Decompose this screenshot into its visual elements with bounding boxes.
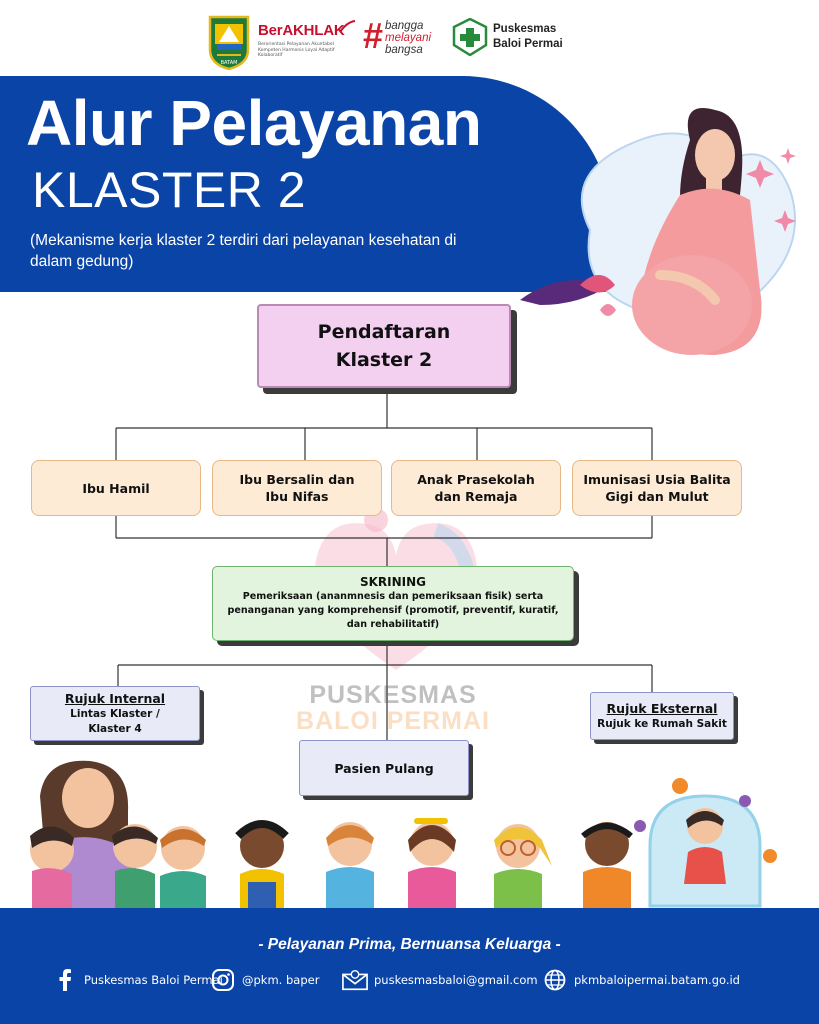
header-logos xyxy=(0,12,819,72)
category-node-children xyxy=(391,460,561,516)
category-node-immunization xyxy=(572,460,742,516)
bangga-word-2: melayani xyxy=(385,32,432,44)
instagram-label: @pkm. baper xyxy=(242,973,320,987)
hashtag-icon: # xyxy=(363,15,384,56)
category-label: Ibu Nifas xyxy=(265,489,329,504)
category-node-pregnant xyxy=(31,460,201,516)
instagram-link[interactable] xyxy=(210,966,319,994)
category-label: Anak Prasekolah xyxy=(417,472,535,487)
patient-discharge-label: Pasien Pulang xyxy=(334,760,434,776)
globe-icon xyxy=(542,967,568,993)
registration-line-1: Pendaftaran xyxy=(317,321,451,343)
puskesmas-line-2: Baloi Permai xyxy=(493,38,563,50)
berakhlak-logo xyxy=(258,20,358,64)
health-cross-icon xyxy=(452,18,488,56)
category-label: Gigi dan Mulut xyxy=(605,489,709,504)
watermark-line-1: PUSKESMAS xyxy=(309,681,477,709)
instagram-icon xyxy=(210,967,236,993)
facebook-icon xyxy=(52,967,78,993)
category-label: Imunisasi Usia Balita xyxy=(583,472,731,487)
watermark-line-2: BALOI PERMAI xyxy=(296,707,490,735)
registration-line-2: Klaster 2 xyxy=(335,349,433,371)
berakhlak-swoosh-icon xyxy=(338,20,356,34)
puskesmas-logo xyxy=(452,18,582,64)
category-label: Ibu Bersalin dan xyxy=(239,472,355,487)
registration-node xyxy=(257,304,511,388)
svg-text:BATAM: BATAM xyxy=(220,60,238,66)
external-referral-node xyxy=(590,692,734,740)
screening-description: Pemeriksaan (ananmnesis dan pemeriksaan fisik) serta penanganan yang komprehensif (promotif, preventif, kuratif, dan rehabilitatif) xyxy=(227,591,559,630)
website-label: pkmbaloipermai.batam.go.id xyxy=(574,973,740,987)
berakhlak-title: BerAKHLAK xyxy=(258,22,345,39)
pregnant-mother-illustration xyxy=(520,100,819,370)
internal-referral-desc: Lintas Klaster / xyxy=(70,707,160,720)
berakhlak-subtitle: Berorientasi Pelayanan Akuntabel Kompeten Harmonis Loyal Adaptif Kolaboratif xyxy=(258,42,335,58)
email-link[interactable] xyxy=(342,966,538,994)
internal-referral-node xyxy=(30,686,200,741)
screening-node xyxy=(212,566,574,641)
screening-title: SKRINING xyxy=(359,575,427,589)
category-label: dan Remaja xyxy=(434,489,518,504)
mail-icon xyxy=(342,967,368,993)
bangga-word-3: bangsa xyxy=(385,44,423,56)
bangga-melayani-logo xyxy=(363,15,445,64)
page-title: Alur Pelayanan xyxy=(26,87,482,159)
category-label: Ibu Hamil xyxy=(82,480,150,496)
batam-emblem-icon xyxy=(207,14,251,70)
watermark xyxy=(288,682,498,734)
email-label: puskesmasbaloi@gmail.com xyxy=(374,973,538,987)
external-referral-title: Rujuk Eksternal xyxy=(606,700,718,716)
internal-referral-title: Rujuk Internal xyxy=(64,690,166,706)
facebook-link[interactable] xyxy=(52,966,223,994)
category-node-postpartum xyxy=(212,460,382,516)
puskesmas-line-1: Puskesmas xyxy=(493,23,557,35)
bangga-word-1: bangga xyxy=(385,20,424,32)
facebook-label: Puskesmas Baloi Permai xyxy=(84,973,223,987)
website-link[interactable] xyxy=(542,966,740,994)
footer-tagline: - Pelayanan Prima, Bernuansa Keluarga - xyxy=(258,936,561,953)
page-description: (Mekanisme kerja klaster 2 terdiri dari pelayanan kesehatan di dalam gedung) xyxy=(30,232,457,270)
page-subtitle: KLASTER 2 xyxy=(32,162,307,218)
external-referral-desc: Rujuk ke Rumah Sakit xyxy=(597,717,727,730)
internal-referral-desc: Klaster 4 xyxy=(88,722,142,735)
children-group-illustration xyxy=(0,756,819,926)
